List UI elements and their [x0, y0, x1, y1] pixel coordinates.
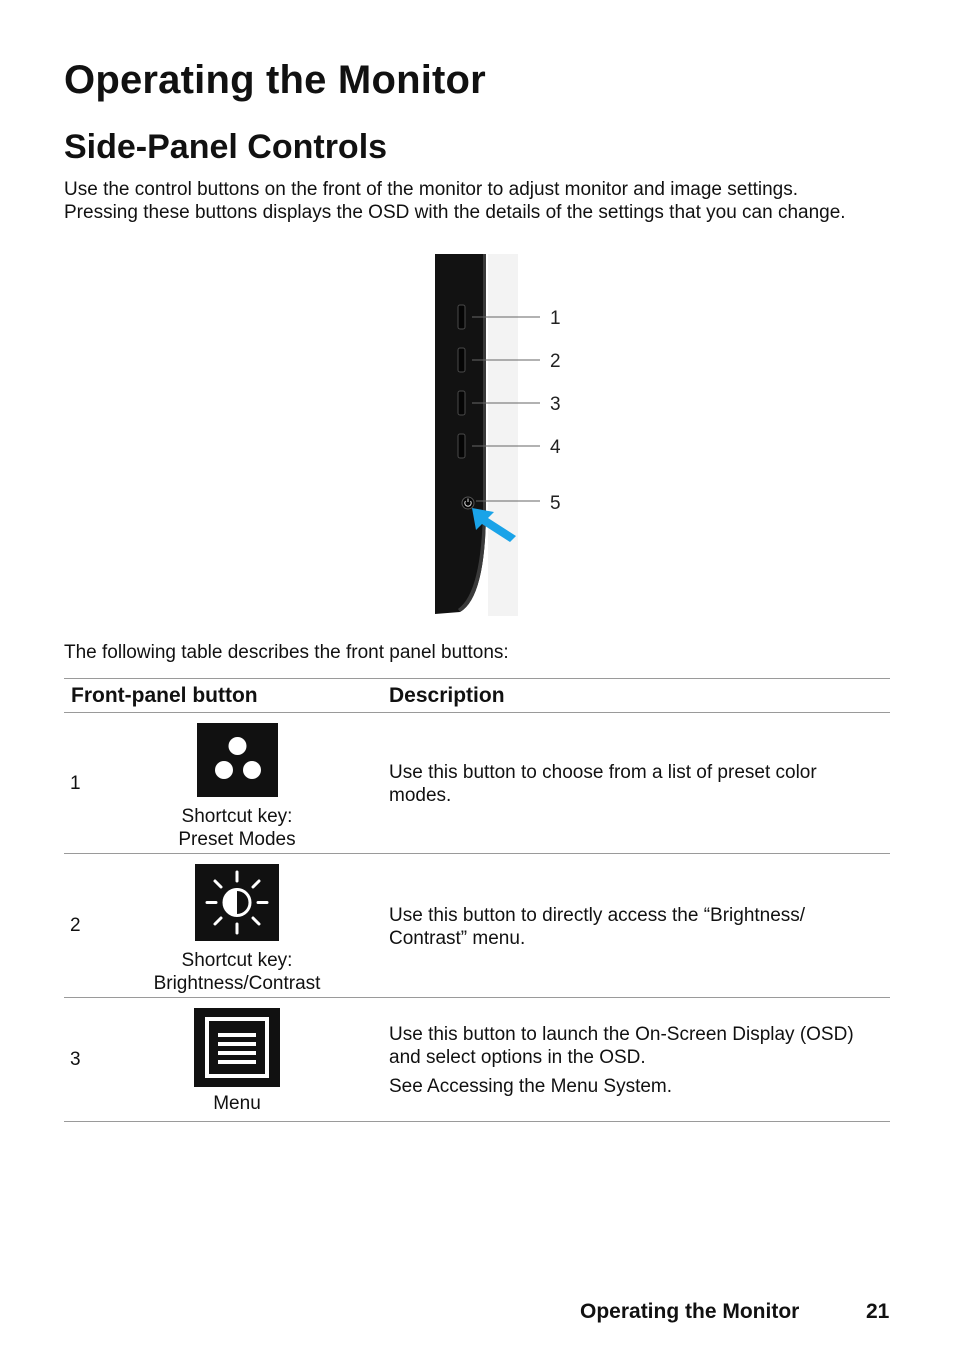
power-button-icon [462, 497, 474, 509]
side-button-2 [458, 348, 465, 372]
brightness-contrast-icon [195, 864, 279, 941]
side-button-1 [458, 305, 465, 329]
intro-paragraph: Use the control buttons on the front of the monitor to adjust monitor and image settings. Pressing these buttons displays the OSD with the details of the settings that you can change. [64, 179, 846, 223]
footer-section-title: Operating the Monitor [580, 1300, 800, 1323]
button-name: Preset Modes [178, 829, 296, 850]
callout-3: 3 [550, 394, 561, 415]
preset-modes-icon [197, 723, 278, 797]
front-panel-table [64, 678, 890, 1122]
table-row [64, 854, 890, 998]
button-name: Brightness/Contrast [153, 973, 321, 994]
menu-icon [194, 1008, 280, 1087]
monitor-side-panel-figure [420, 252, 600, 618]
shortcut-key-label: Shortcut key: [181, 950, 293, 971]
description-text: Use this button to launch the On-Screen Display (OSD) and select options in the OSD. [389, 1024, 854, 1068]
header-front-panel-button: Front-panel button [71, 684, 258, 707]
callout-1: 1 [550, 308, 561, 329]
row-number: 1 [70, 773, 81, 794]
button-name: Menu [213, 1093, 261, 1114]
button-cell [138, 723, 336, 851]
button-cell [138, 1008, 336, 1115]
callout-5: 5 [550, 493, 561, 514]
row-number: 2 [70, 915, 81, 936]
description-see-also: See Accessing the Menu System. [389, 1076, 673, 1097]
side-button-3 [458, 391, 465, 415]
table-row [64, 713, 890, 854]
page-title: Operating the Monitor [64, 58, 486, 102]
callout-2: 2 [550, 351, 561, 372]
side-button-4 [458, 434, 465, 458]
button-cell [138, 864, 336, 995]
table-row [64, 998, 890, 1122]
header-description: Description [389, 684, 505, 707]
table-caption: The following table describes the front panel buttons: [64, 642, 509, 663]
callout-4: 4 [550, 437, 561, 458]
section-title: Side-Panel Controls [64, 128, 388, 166]
description-text: Use this button to choose from a list of preset color modes. [389, 762, 817, 806]
row-description [389, 1023, 869, 1098]
row-description [389, 761, 869, 807]
shortcut-key-label: Shortcut key: [181, 806, 293, 827]
description-text: Use this button to directly access the “Brightness/ Contrast” menu. [389, 905, 806, 949]
page-number: 21 [866, 1300, 890, 1323]
row-description [389, 904, 869, 950]
row-number: 3 [70, 1049, 81, 1070]
table-header-row [64, 678, 890, 713]
